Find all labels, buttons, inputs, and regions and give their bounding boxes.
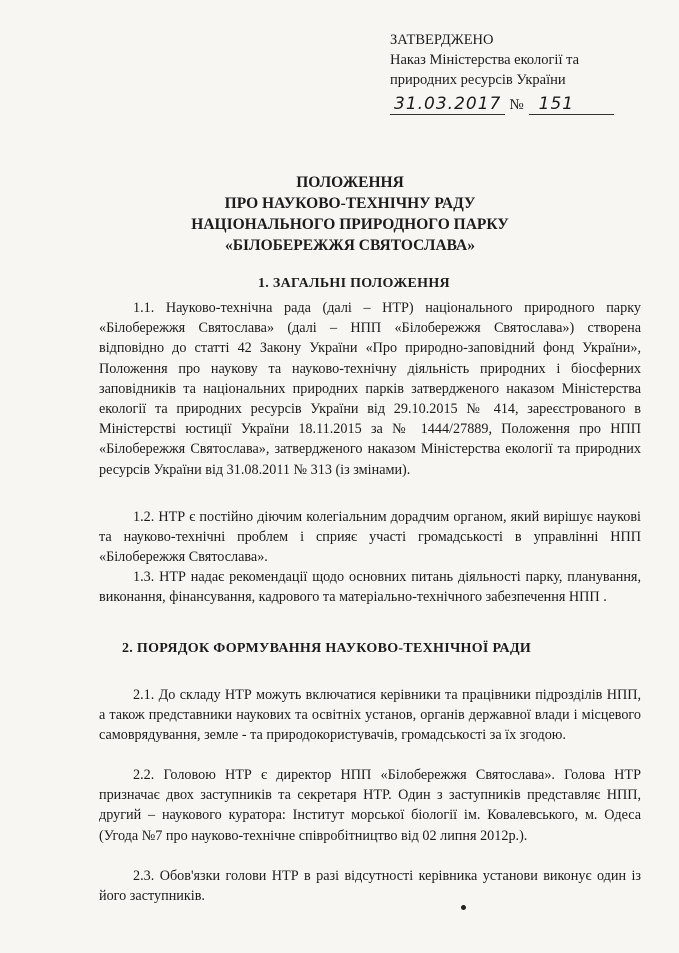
paragraph-2-1: 2.1. До складу НТР можуть включатися керівники та працівники підрозділів НПП, а також представники наукових та освітніх установ, органів державної влади і місцевого самоврядування, земле - та природокористувачів, громадськості за їх згодою. [99,687,641,744]
approval-label: ЗАТВЕРДЖЕНО [390,32,494,48]
paragraph-2-3: 2.3. Обов'язки голови НТР в разі відсутності керівника установи виконує один із його заступників. [99,868,641,905]
title-line-4: «БІЛОБЕРЕЖЖЯ СВЯТОСЛАВА» [225,237,475,254]
approval-date: 31.03.2017 [390,94,505,115]
approval-number: 151 [529,94,614,115]
title-line-3: НАЦІОНАЛЬНОГО ПРИРОДНОГО ПАРКУ [191,216,509,233]
title-line-2: ПРО НАУКОВО-ТЕХНІЧНУ РАДУ [224,195,476,212]
paragraph-1-2: 1.2. НТР є постійно діючим колегіальним дорадчим органом, який вирішує наукові та науково-технічні проблем і сприяє участі громадськості в управлінні НПП «Білобережжя Святослава». [99,509,641,566]
approval-date-number [390,94,660,115]
paragraph-1-1: 1.1. Науково-технічна рада (далі – НТР) національного природного парку «Білобережжя Святослава» (далі – НПП «Білобережжя Святослава») створена відповідно до статті 42 Закону України «Про природно-заповідний фонд України», Положення про наукову та науково-технічну діяльність природних і біосферних заповідників та національних природних парків затвердженого наказом Міністерства екології та природних ресурсів України від 29.10.2015 № 414, зареєстрованого в Міністерстві юстиції України 18.11.2015 за № 1444/27889, Положення про НПП «Білобережжя Святослава», затвердженого наказом Міністерства екології та природних ресурсів України від 31.08.2011 № 313 (із змінами). [99,300,641,478]
approval-number-prefix: № [509,97,525,113]
section-1-heading: 1. ЗАГАЛЬНІ ПОЛОЖЕННЯ [258,276,450,291]
document-title [90,172,610,256]
approval-stamp [390,30,660,115]
approval-order-line2: природних ресурсів України [390,72,566,88]
scan-speck [461,905,466,910]
approval-order-line1: Наказ Міністерства екології та [390,52,580,68]
section-2-heading: 2. ПОРЯДОК ФОРМУВАННЯ НАУКОВО-ТЕХНІЧНОЇ РАДИ [122,641,532,656]
paragraph-1-3: 1.3. НТР надає рекомендації щодо основних питань діяльності парку, планування, виконання, фінансування, кадрового та матеріально-технічного забезпечення НПП . [99,569,641,606]
paragraph-2-2: 2.2. Головою НТР є директор НПП «Білобережжя Святослава». Голова НТР призначає двох заступників та секретаря НТР. Один з заступників представляє НПП, другий – наукового куратора: Інститут морської біології ім. Ковалевського, м. Одеса (Угода №7 про науково-технічне співробітництво від 02 липня 2012р.). [99,767,641,844]
title-line-1: ПОЛОЖЕННЯ [296,174,404,191]
